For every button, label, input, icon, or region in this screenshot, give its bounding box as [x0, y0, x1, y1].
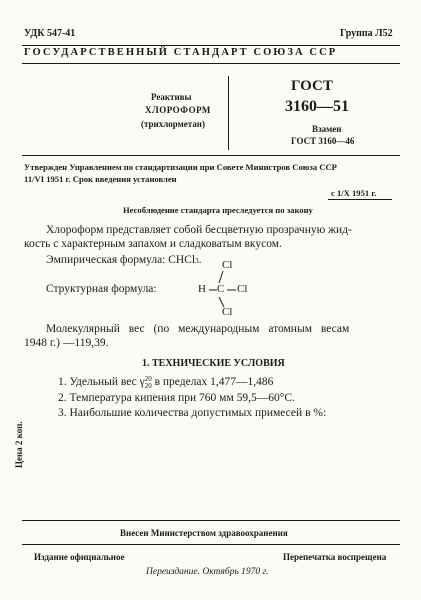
spec-item-1: [58, 376, 273, 390]
replaces-label: Взамен: [312, 124, 342, 134]
product-name: ХЛОРОФОРМ: [145, 105, 211, 115]
title-rule: [22, 155, 400, 156]
legal-warning: Несоблюдение стандарта преследуется по закону: [123, 205, 313, 215]
submitted-by: Внесен Министерством здравоохранения: [120, 528, 288, 538]
standard-title: ГОСУДАРСТВЕННЫЙ СТАНДАРТ СОЮЗА ССР: [24, 47, 338, 58]
spec-item-3-text: Наибольшие количества допустимых примесей в %:: [69, 407, 327, 419]
formula-cl-bottom: Cl: [222, 306, 233, 318]
molecular-weight-line-1: Молекулярный вес (по международным атомным весам: [46, 323, 350, 335]
approval-line-1: Утвержден Управлением по стандартизации при Совете Министров Союза ССР: [24, 162, 337, 172]
spec-item-1-sup: 20: [144, 375, 152, 383]
intro-line-1: Хлороформ представляет собой бесцветную прозрачную жид-: [46, 224, 352, 236]
formula-c: C: [217, 283, 225, 295]
footer-rule-1: [22, 520, 400, 521]
spec-item-2-text: Температура кипения при 760 мм 59,5—60°С.: [69, 392, 295, 404]
gost-number: 3160—51: [285, 98, 349, 115]
reissue-note: Переиздание. Октябрь 1970 г.: [146, 567, 269, 577]
empirical-end: .: [198, 254, 202, 266]
spec-item-3-number: 3.: [58, 407, 67, 419]
header-rule-bottom: [22, 63, 400, 64]
date-underline: [328, 199, 392, 200]
effective-date: с 1/X 1951 г.: [331, 188, 377, 198]
spec-item-2-number: 2.: [58, 392, 67, 404]
product-synonym: (трихлорметан): [141, 119, 205, 129]
molecular-weight-line-2: 1948 г.) —119,39.: [24, 337, 109, 349]
replaces-gost: ГОСТ 3160—46: [291, 136, 355, 146]
udk-code: УДК 547-41: [24, 28, 76, 39]
spec-item-1-indices: [145, 376, 152, 390]
reprint-ban: Перепечатка воспрещена: [283, 552, 387, 562]
empirical-subscript: 3: [195, 257, 199, 265]
intro-line-2: кость с характерным запахом и сладковатым вкусом.: [24, 238, 282, 250]
price-label: Цена 2 коп.: [14, 421, 24, 468]
category-label: Реактивы: [151, 92, 192, 102]
spec-item-2: [58, 392, 295, 404]
empirical-label: Эмпирическая формула: CHCl: [46, 254, 196, 266]
title-divider: [228, 76, 229, 150]
edition-label: Издание официальное: [34, 552, 125, 562]
group-code: Группа Л52: [340, 28, 393, 39]
spec-item-1-text: Удельный вес γ: [69, 376, 145, 388]
header-rule-top: [22, 45, 400, 46]
spec-item-1-range: в пределах 1,477—1,486: [151, 376, 274, 388]
gost-label: ГОСТ: [291, 78, 333, 94]
spec-item-3: [58, 407, 326, 419]
structural-label: Структурная формула:: [46, 283, 157, 295]
formula-cl-top: Cl: [222, 259, 233, 271]
spec-item-1-sub: 20: [144, 382, 152, 390]
bond-top: [219, 271, 223, 283]
empirical-formula: [46, 254, 201, 266]
formula-cl-right: Cl: [237, 283, 248, 295]
footer-rule-2: [22, 544, 400, 545]
spec-item-1-number: 1.: [58, 376, 67, 388]
section-title: 1. ТЕХНИЧЕСКИЕ УСЛОВИЯ: [142, 358, 285, 369]
formula-h: H: [198, 283, 206, 295]
approval-line-2: 11/VI 1951 г. Срок введения установлен: [24, 174, 177, 184]
